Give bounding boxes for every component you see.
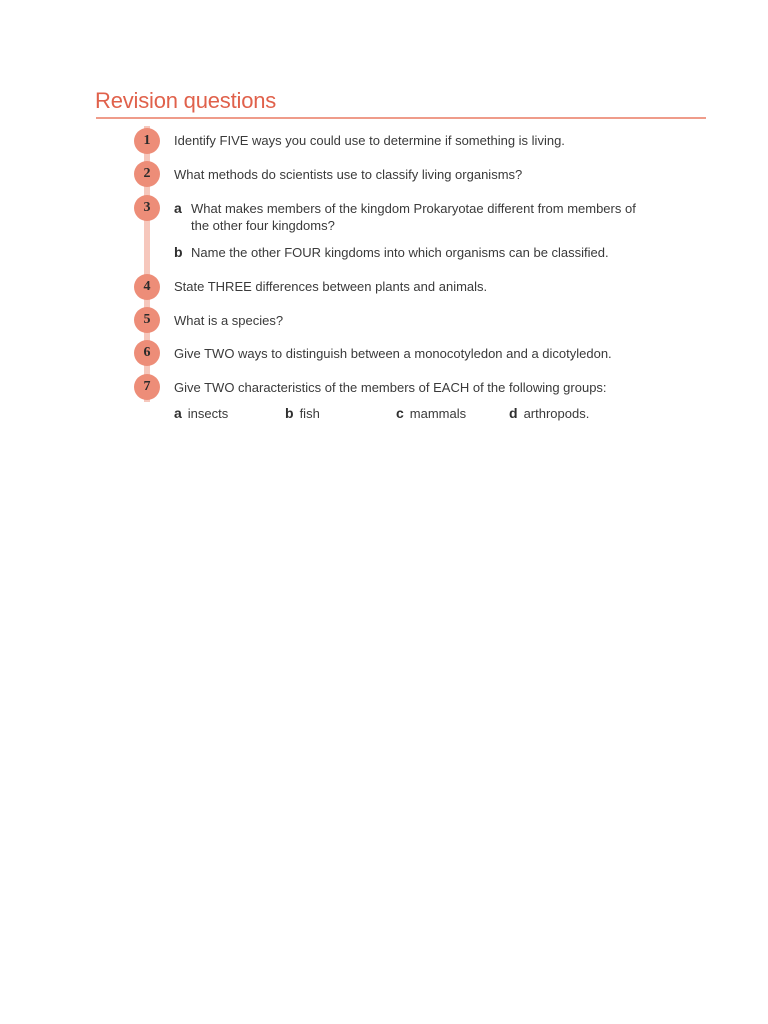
question-text: What is a species? — [174, 313, 284, 328]
sub-question-text: What makes members of the kingdom Prokaryotae different from members of — [191, 201, 636, 216]
question-text: Give TWO characteristics of the members of EACH of the following groups: — [174, 380, 607, 395]
answer-option — [396, 404, 466, 423]
answer-option — [509, 404, 589, 423]
heading-rule — [96, 117, 706, 119]
question-text: State THREE differences between plants and animals. — [174, 279, 488, 294]
option-text: insects — [187, 406, 229, 421]
question-number-badge: 1 — [134, 128, 160, 154]
option-letter: b — [285, 405, 294, 421]
sub-question-text: Name the other FOUR kingdoms into which organisms can be classified. — [191, 245, 609, 260]
question-text: What methods do scientists use to classify living organisms? — [174, 167, 523, 182]
question-text: Give TWO ways to distinguish between a monocotyledon and a dicotyledon. — [174, 346, 612, 361]
option-text: arthropods. — [523, 406, 590, 421]
option-text: fish — [299, 406, 320, 421]
question-number-badge: 3 — [134, 195, 160, 221]
sub-question-letter: b — [174, 244, 183, 260]
question-number-badge: 6 — [134, 340, 160, 366]
option-text: mammals — [409, 406, 467, 421]
sub-question-text-continued: the other four kingdoms? — [191, 218, 335, 233]
question-number-badge: 4 — [134, 274, 160, 300]
question-number-badge: 5 — [134, 307, 160, 333]
option-letter: d — [509, 405, 518, 421]
sub-question-letter: a — [174, 200, 182, 216]
answer-option — [174, 404, 228, 423]
question-text: Identify FIVE ways you could use to determine if something is living. — [174, 133, 565, 148]
answer-option — [285, 404, 320, 423]
question-number-badge: 7 — [134, 374, 160, 400]
option-letter: c — [396, 405, 404, 421]
option-letter: a — [174, 405, 182, 421]
question-number-badge: 2 — [134, 161, 160, 187]
section-heading: Revision questions — [95, 88, 277, 113]
